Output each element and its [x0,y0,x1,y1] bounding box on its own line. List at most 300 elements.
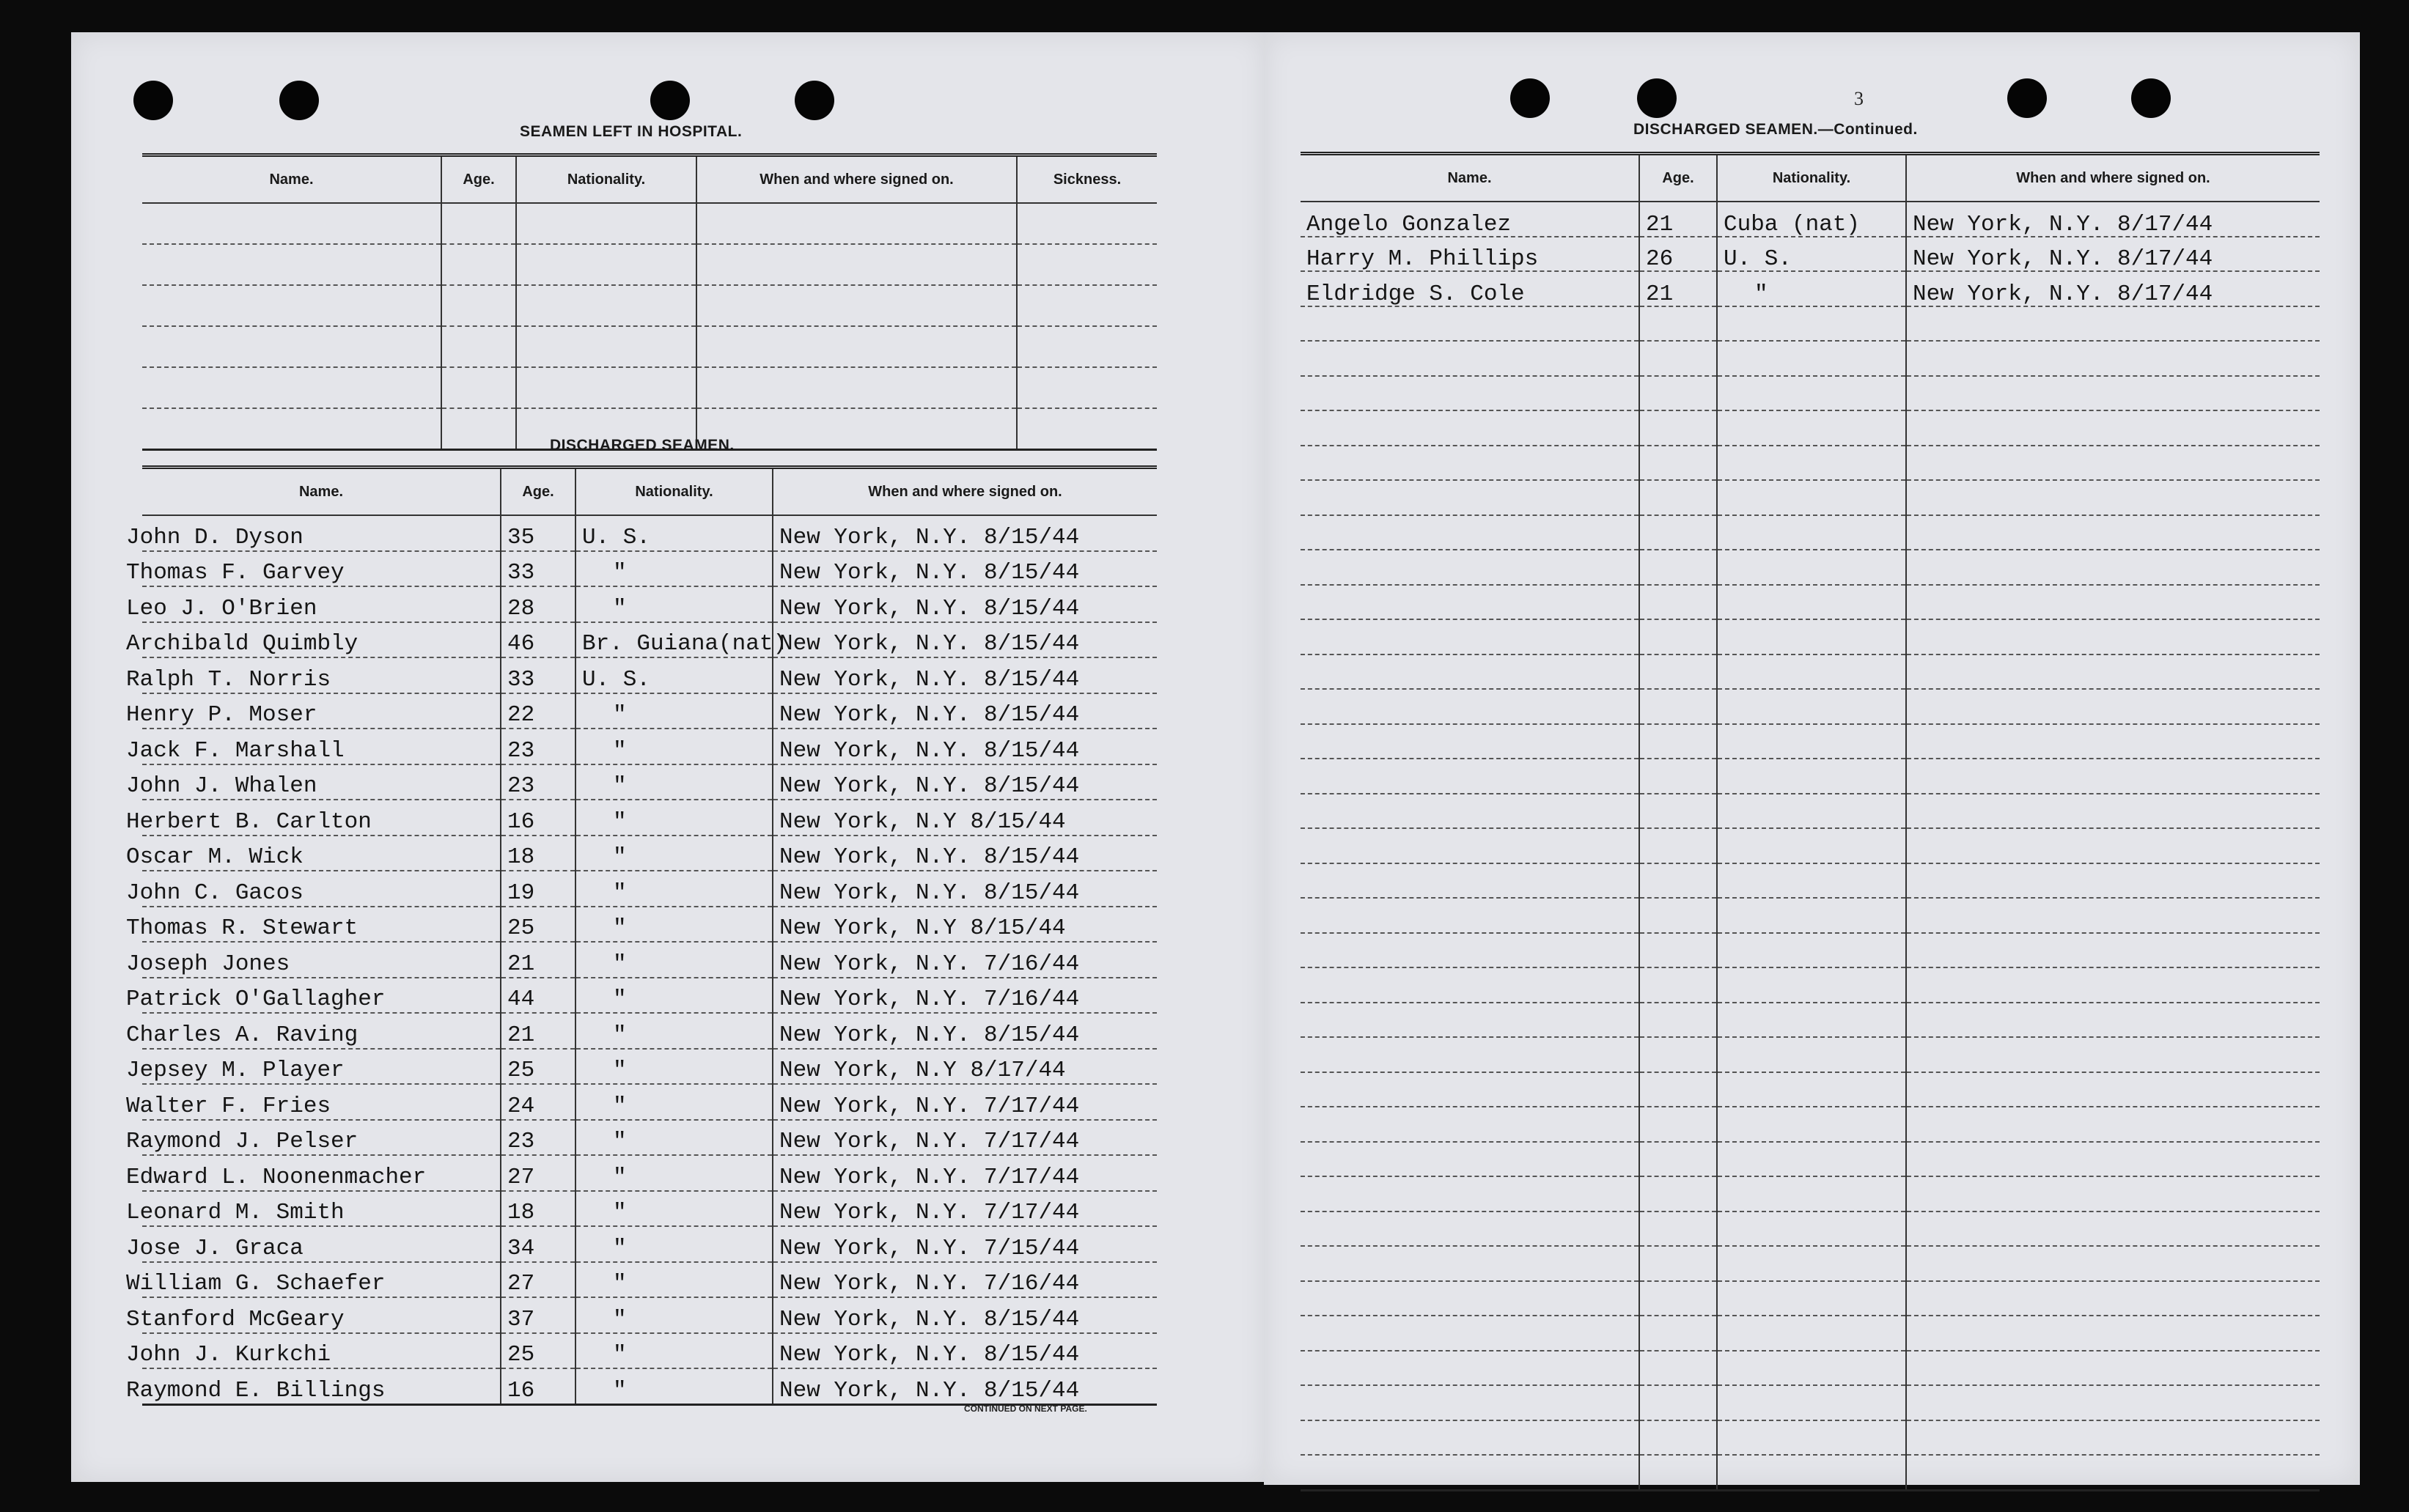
blank-cell [1717,1142,1906,1177]
blank-cell [1717,1420,1906,1456]
seaman-signed-on: New York, N.Y. 8/15/44 [773,693,1157,729]
seaman-age: 22 [501,693,575,729]
blank-cell [1301,341,1639,376]
seaman-nationality: " [575,1191,773,1227]
table-row [1301,898,2320,933]
seaman-name: Angelo Gonzalez [1301,202,1639,237]
seaman-name: Walter F. Fries [126,1084,485,1120]
blank-cell [1639,480,1717,515]
seaman-name: John C. Gacos [126,871,485,907]
seaman-signed-on: New York, N.Y. 8/15/44 [773,1297,1157,1333]
discharged-header-age: Age. [501,468,575,516]
seaman-signed-on: New York, N.Y. 7/16/44 [773,942,1157,978]
blank-cell [441,367,516,408]
table-row [142,657,1157,693]
punch-hole [1637,78,1677,118]
seaman-nationality: " [575,729,773,764]
blank-cell [1301,1351,1639,1386]
blank-cell [696,367,1017,408]
blank-cell [1906,1037,2320,1072]
blank-cell [1639,446,1717,481]
table-row [142,1084,1157,1120]
blank-cell [1639,794,1717,829]
seaman-nationality: " [575,764,773,800]
blank-cell [1301,550,1639,585]
blank-cell [1639,1420,1717,1456]
seaman-signed-on: New York, N.Y. 8/15/44 [773,871,1157,907]
blank-cell [1301,1316,1639,1351]
table-row [1301,1420,2320,1456]
seaman-age: 21 [501,942,575,978]
blank-cell [1906,1420,2320,1456]
table-row [142,1226,1157,1262]
seaman-age: 44 [501,978,575,1014]
blank-cell [1906,341,2320,376]
table-row [1301,967,2320,1003]
seaman-signed-on: New York, N.Y. 8/15/44 [773,551,1157,587]
blank-cell [1301,306,1639,342]
seaman-signed-on: New York, N.Y. 8/15/44 [773,1333,1157,1369]
blank-cell [1639,724,1717,759]
table-row [1301,1316,2320,1351]
blank-cell [1906,1351,2320,1386]
seaman-nationality: Br. Guiana(nat) [575,622,773,658]
blank-cell [1639,376,1717,411]
blank-cell [441,203,516,244]
blank-cell [1301,1212,1639,1247]
seaman-name: Edward L. Noonenmacher [126,1155,485,1191]
table-row [142,907,1157,943]
blank-cell [1639,1107,1717,1142]
punch-hole [1510,78,1550,118]
punch-hole [279,81,319,120]
seaman-name: John J. Kurkchi [126,1333,485,1369]
blank-cell [1301,689,1639,724]
table-row [1301,619,2320,654]
blank-cell [1717,585,1906,620]
seaman-signed-on: New York, N.Y. 8/15/44 [773,1013,1157,1049]
table-row [1301,341,2320,376]
seaman-nationality: U. S. [1717,237,1906,272]
table-row [1301,1107,2320,1142]
punch-hole [2007,78,2047,118]
seaman-age: 18 [501,1191,575,1227]
table-row [1301,654,2320,690]
blank-cell [1301,828,1639,863]
seaman-age: 33 [501,657,575,693]
seaman-nationality: " [575,1226,773,1262]
seaman-age: 25 [501,1333,575,1369]
seaman-nationality: " [575,836,773,871]
blank-cell [1717,654,1906,690]
blank-cell [1717,550,1906,585]
seaman-name: Stanford McGeary [126,1297,485,1333]
table-row [142,551,1157,587]
discharged-header-signed-on: When and where signed on. [773,468,1157,516]
blank-cell [1301,1072,1639,1107]
blank-cell [142,367,441,408]
blank-cell [142,408,441,450]
blank-cell [1017,408,1157,450]
table-row [1301,1281,2320,1316]
table-row [1301,515,2320,550]
table-row [142,693,1157,729]
seaman-nationality: " [575,1013,773,1049]
blank-cell [1906,1246,2320,1281]
seaman-signed-on: New York, N.Y. 7/17/44 [773,1120,1157,1156]
blank-cell [1717,480,1906,515]
seaman-name: Charles A. Raving [126,1013,485,1049]
seaman-nationality: " [1717,271,1906,306]
blank-cell [1906,794,2320,829]
table-row [1301,306,2320,342]
continued-header-name: Name. [1301,154,1639,202]
seaman-signed-on: New York, N.Y 8/15/44 [773,907,1157,943]
table-row [1301,794,2320,829]
seaman-nationality: " [575,978,773,1014]
blank-cell [1906,376,2320,411]
continued-header-signed-on: When and where signed on. [1906,154,2320,202]
blank-cell [1906,1385,2320,1420]
blank-cell [1717,410,1906,446]
blank-cell [1906,1316,2320,1351]
table-row [1301,828,2320,863]
continued-header-nationality: Nationality. [1717,154,1906,202]
seaman-name: William G. Schaefer [126,1262,485,1298]
blank-cell [1017,285,1157,326]
seaman-age: 33 [501,551,575,587]
seaman-nationality: " [575,1049,773,1085]
table-row [1301,376,2320,411]
blank-cell [1017,203,1157,244]
blank-cell [1906,1072,2320,1107]
blank-cell [1906,967,2320,1003]
blank-cell [1639,1316,1717,1351]
seaman-age: 25 [501,1049,575,1085]
blank-cell [441,285,516,326]
seaman-signed-on: New York, N.Y. 7/17/44 [773,1191,1157,1227]
blank-cell [1301,794,1639,829]
blank-cell [1639,550,1717,585]
seaman-age: 35 [501,515,575,551]
blank-cell [1906,898,2320,933]
blank-cell [1906,933,2320,968]
blank-cell [1717,1072,1906,1107]
blank-cell [1717,1246,1906,1281]
table-row [1301,237,2320,272]
blank-cell [1717,1316,1906,1351]
blank-cell [1717,515,1906,550]
blank-cell [1301,898,1639,933]
blank-cell [1639,933,1717,968]
blank-cell [1717,933,1906,968]
seaman-name: Jepsey M. Player [126,1049,485,1085]
blank-cell [1639,863,1717,899]
blank-cell [1301,1176,1639,1212]
table-row [1301,271,2320,306]
blank-cell [1301,967,1639,1003]
table-row [1301,724,2320,759]
seaman-name: Leo J. O'Brien [126,586,485,622]
blank-cell [1301,863,1639,899]
seaman-name: Leonard M. Smith [126,1191,485,1227]
blank-cell [1906,1142,2320,1177]
table-row [1301,480,2320,515]
blank-cell [1717,619,1906,654]
table-row [142,285,1157,326]
punch-hole [133,81,173,120]
blank-cell [1639,1212,1717,1247]
blank-cell [1301,933,1639,968]
blank-cell [1301,1420,1639,1456]
seaman-nationality: " [575,551,773,587]
discharged-header-name: Name. [142,468,501,516]
blank-cell [1717,446,1906,481]
table-row [142,622,1157,658]
blank-cell [1717,689,1906,724]
seaman-age: 28 [501,586,575,622]
table-row [142,978,1157,1014]
discharged-header-nationality: Nationality. [575,468,773,516]
seaman-name: Henry P. Moser [126,693,485,729]
hospital-header-signed-on: When and where signed on. [696,155,1017,204]
punch-hole [650,81,690,120]
blank-cell [1639,585,1717,620]
seaman-signed-on: New York, N.Y. 7/17/44 [773,1084,1157,1120]
blank-cell [1639,1246,1717,1281]
blank-cell [1906,828,2320,863]
blank-cell [142,244,441,285]
blank-cell [142,285,441,326]
blank-cell [1301,376,1639,411]
seaman-name: Jose J. Graca [126,1226,485,1262]
blank-cell [1301,1246,1639,1281]
seaman-age: 16 [501,1368,575,1404]
table-row [1301,446,2320,481]
table-row [1301,202,2320,237]
table-row [1301,1455,2320,1490]
blank-cell [1017,367,1157,408]
seaman-nationality: " [575,1368,773,1404]
blank-cell [1906,1455,2320,1490]
blank-cell [1639,619,1717,654]
hospital-table [142,153,1157,451]
seaman-age: 37 [501,1297,575,1333]
blank-cell [516,367,696,408]
seaman-nationality: " [575,907,773,943]
blank-cell [1906,724,2320,759]
blank-cell [1301,619,1639,654]
blank-cell [1717,1176,1906,1212]
seaman-signed-on: New York, N.Y 8/17/44 [773,1049,1157,1085]
blank-cell [1717,306,1906,342]
table-row [142,729,1157,764]
table-row [142,800,1157,836]
seaman-nationality: " [575,1084,773,1120]
blank-cell [1906,585,2320,620]
blank-cell [142,326,441,367]
seaman-nationality: " [575,1155,773,1191]
blank-cell [1639,689,1717,724]
table-row [1301,689,2320,724]
seaman-age: 21 [1639,202,1717,237]
table-row [142,1191,1157,1227]
seaman-signed-on: New York, N.Y. 8/15/44 [773,764,1157,800]
table-row [142,1013,1157,1049]
blank-cell [1301,759,1639,794]
blank-cell [1717,898,1906,933]
table-row [1301,1072,2320,1107]
blank-cell [1639,654,1717,690]
blank-cell [696,244,1017,285]
blank-cell [142,203,441,244]
seaman-nationality: U. S. [575,657,773,693]
blank-cell [1717,967,1906,1003]
table-row [1301,1037,2320,1072]
blank-cell [1717,1281,1906,1316]
blank-cell [1906,619,2320,654]
blank-cell [1639,306,1717,342]
seaman-age: 23 [501,729,575,764]
seaman-name: Harry M. Phillips [1301,237,1639,272]
blank-cell [1639,1455,1717,1490]
blank-cell [1639,1072,1717,1107]
blank-cell [1639,1003,1717,1038]
blank-cell [1906,1107,2320,1142]
table-row [1301,1385,2320,1420]
punch-hole [795,81,834,120]
blank-cell [441,326,516,367]
blank-cell [1906,446,2320,481]
table-row [1301,1003,2320,1038]
table-row [1301,585,2320,620]
blank-cell [1301,1455,1639,1490]
seaman-signed-on: New York, N.Y. 7/15/44 [773,1226,1157,1262]
table-row [142,326,1157,367]
blank-cell [1301,1385,1639,1420]
table-row [142,203,1157,244]
blank-cell [1717,794,1906,829]
blank-cell [1717,828,1906,863]
seaman-age: 21 [501,1013,575,1049]
blank-cell [1717,1351,1906,1386]
seaman-name: Jack F. Marshall [126,729,485,764]
seaman-nationality: " [575,800,773,836]
blank-cell [1301,1107,1639,1142]
blank-cell [1639,341,1717,376]
table-row [1301,1351,2320,1386]
seaman-name: Raymond J. Pelser [126,1120,485,1156]
blank-cell [1717,1385,1906,1420]
blank-cell [1717,863,1906,899]
blank-cell [1017,244,1157,285]
discharged-section-title: DISCHARGED SEAMEN. [550,437,735,454]
blank-cell [1017,326,1157,367]
blank-cell [1639,898,1717,933]
blank-cell [1717,1212,1906,1247]
seaman-age: 46 [501,622,575,658]
continued-section-title: DISCHARGED SEAMEN.—Continued. [1633,121,1918,138]
blank-cell [1906,1176,2320,1212]
seaman-name: Thomas F. Garvey [126,551,485,587]
seaman-name: Oscar M. Wick [126,836,485,871]
seaman-name: John D. Dyson [126,515,485,551]
blank-cell [1639,410,1717,446]
blank-cell [1906,863,2320,899]
blank-cell [516,326,696,367]
table-row [142,1297,1157,1333]
blank-cell [696,285,1017,326]
seaman-age: 16 [501,800,575,836]
blank-cell [696,326,1017,367]
blank-cell [1717,724,1906,759]
blank-cell [1906,306,2320,342]
table-row [142,367,1157,408]
blank-cell [1717,1003,1906,1038]
table-row [142,1368,1157,1404]
blank-cell [1717,1037,1906,1072]
seaman-signed-on: New York, N.Y. 8/15/44 [773,657,1157,693]
seaman-age: 26 [1639,237,1717,272]
seaman-nationality: U. S. [575,515,773,551]
seaman-age: 18 [501,836,575,871]
blank-cell [1717,376,1906,411]
seaman-signed-on: New York, N.Y. 8/15/44 [773,515,1157,551]
continued-note: CONTINUED ON NEXT PAGE. [964,1404,1087,1414]
seaman-name: Thomas R. Stewart [126,907,485,943]
blank-cell [1906,1212,2320,1247]
blank-cell [516,285,696,326]
seaman-age: 23 [501,1120,575,1156]
seaman-signed-on: New York, N.Y. 8/15/44 [773,1368,1157,1404]
blank-cell [1301,446,1639,481]
seaman-age: 27 [501,1262,575,1298]
blank-cell [516,203,696,244]
blank-cell [1906,689,2320,724]
hospital-header-name: Name. [142,155,441,204]
seaman-signed-on: New York, N.Y. 7/17/44 [773,1155,1157,1191]
blank-cell [696,408,1017,450]
blank-cell [1301,1142,1639,1177]
table-row [1301,1142,2320,1177]
seaman-name: Patrick O'Gallagher [126,978,485,1014]
blank-cell [696,203,1017,244]
blank-cell [1717,759,1906,794]
blank-cell [1639,1281,1717,1316]
table-row [142,871,1157,907]
blank-cell [1717,1107,1906,1142]
seaman-nationality: " [575,693,773,729]
hospital-section-title: SEAMEN LEFT IN HOSPITAL. [520,123,743,140]
seaman-name: John J. Whalen [126,764,485,800]
seaman-age: 19 [501,871,575,907]
blank-cell [1639,1037,1717,1072]
blank-cell [1906,1003,2320,1038]
seaman-age: 25 [501,907,575,943]
seaman-signed-on: New York, N.Y. 8/15/44 [773,586,1157,622]
seaman-signed-on: New York, N.Y. 8/17/44 [1906,271,2320,306]
table-row [142,764,1157,800]
blank-cell [1717,341,1906,376]
table-row [1301,933,2320,968]
seaman-signed-on: New York, N.Y. 8/17/44 [1906,237,2320,272]
punch-hole [2131,78,2171,118]
table-row [142,515,1157,551]
table-row [1301,1176,2320,1212]
blank-cell [1639,1142,1717,1177]
table-row [1301,410,2320,446]
hospital-header-age: Age. [441,155,516,204]
